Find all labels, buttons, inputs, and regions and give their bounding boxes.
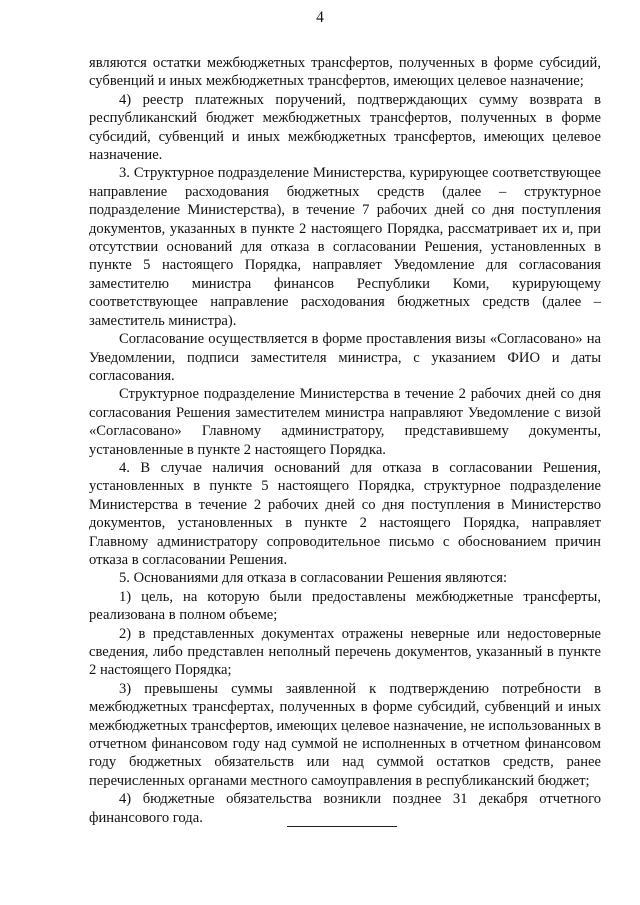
- paragraph-clause-5-grounds: 5. Основаниями для отказа в согласовании Решения являются:: [119, 570, 508, 587]
- list-item-ground-3: 3) превышены суммы заявленной к подтверждению потребности в межбюджетных трансфертах, полученных в форме субсидий, субвенций и иных межбюджетных трансфертов, имеющих целевое назначение, не использованных в отчетном финансовом году над суммой не исполненных в отчетном финансовом году бюджетных обязательств или над суммой остатков средств, ранее перечисленных органами местного самоуправления в республиканский бюджет;: [89, 680, 601, 789]
- paragraph-payment-orders-registry: 4) реестр платежных поручений, подтверждающих сумму возврата в республиканский бюджет межбюджетных трансфертов, полученных в форме субсидий, субвенций и иных межбюджетных трансфертов, имеющих целевое назначение.: [89, 91, 601, 164]
- page-number: 4: [316, 9, 324, 26]
- paragraph-approval-form: Согласование осуществляется в форме проставления визы «Согласовано» на Уведомлении, подписи заместителя министра, с указанием ФИО и даты согласования.: [89, 331, 601, 384]
- paragraph-notification-sending: Структурное подразделение Министерства в течение 2 рабочих дней со дня согласования Решения заместителем министра направляют Уведомление с визой «Согласовано» Главному администратору, представившему документы, установленные в пункте 2 настоящего Порядка.: [89, 386, 601, 458]
- end-of-document-divider: [287, 826, 397, 827]
- list-item-ground-1: 1) цель, на которую были предоставлены межбюджетные трансферты, реализована в полном объеме;: [89, 588, 601, 624]
- paragraph-clause-4-refusal: 4. В случае наличия оснований для отказа в согласовании Решения, установленных в пункте 5 настоящего Порядка, структурное подразделение Министерства в течение 2 рабочих дней со дня поступления в Министерство документов, установленных в пункте 2 настоящего Порядка, направляет Главному администратору сопроводительное письмо с обоснованием причин отказа в согласовании Решения.: [89, 459, 601, 568]
- list-item-ground-2: 2) в представленных документах отражены неверные или недостоверные сведения, либо представлен неполный перечень документов, указанный в пункте 2 настоящего Порядка;: [89, 625, 601, 679]
- list-item-ground-4: 4) бюджетные обязательства возникли позднее 31 декабря отчетного финансового года.: [89, 791, 601, 826]
- paragraph-clause-3-review: 3. Структурное подразделение Министерства, курирующее соответствующее направление расходования бюджетных средств (далее – структурное подразделение Министерства), в течение 7 рабочих дней со дня поступления документов, указанных в пункте 2 настоящего Порядка, рассматривает их и, при отсутствии оснований для отказа в согласовании Решения, установленных в пункте 5 настоящего Порядка, направляет Уведомление для согласования заместителю министра финансов Республики Коми, курирующему соответствующее направление расходования бюджетных средств (далее – заместитель министра).: [89, 165, 601, 329]
- document-body: [89, 54, 601, 827]
- paragraph-transfer-balances: являются остатки межбюджетных трансфертов, полученных в форме субсидий, субвенций и иных межбюджетных трансфертов, имеющих целевое назначение;: [89, 55, 601, 90]
